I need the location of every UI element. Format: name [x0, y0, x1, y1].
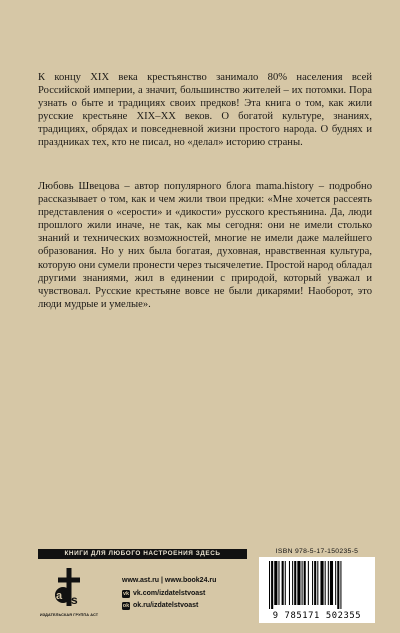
barcode-bar	[325, 561, 326, 605]
publisher-logo	[38, 566, 98, 621]
websites-text[interactable]: www.ast.ru | www.book24.ru	[122, 577, 217, 584]
publisher-links	[122, 575, 216, 613]
vk-link-text[interactable]: vk.com/izdatelstvoast	[133, 589, 206, 597]
vk-icon: vk	[122, 590, 130, 597]
svg-text:s: s	[71, 593, 78, 607]
publisher-caption: ИЗДАТЕЛЬСКАЯ ГРУППА АСТ	[39, 613, 99, 617]
barcode-bar	[308, 561, 309, 605]
ok-link-text[interactable]: ok.ru/izdatelstvoast	[133, 602, 199, 609]
barcode-bar	[285, 561, 286, 605]
ok-link[interactable]	[122, 600, 216, 613]
ast-logo-icon	[52, 566, 86, 610]
vk-link[interactable]	[122, 588, 216, 601]
barcode-bar	[314, 561, 316, 605]
ok-icon: ok	[122, 603, 130, 610]
barcode-bar	[297, 561, 300, 605]
barcode-digits: 9 785171 502355	[272, 611, 362, 621]
barcode-bar	[292, 561, 293, 605]
barcode-bar	[335, 561, 336, 605]
barcode-bar	[282, 561, 284, 605]
tagline-bar: КНИГИ ДЛЯ ЛЮБОГО НАСТРОЕНИЯ ЗДЕСЬ	[38, 549, 247, 559]
barcode-bar	[304, 561, 306, 605]
barcode-bar	[317, 561, 318, 605]
isbn-label: ISBN 978-5-17-150235-5	[275, 548, 359, 555]
barcode-bar	[337, 561, 339, 609]
barcode	[259, 557, 375, 623]
barcode-bar	[302, 561, 303, 605]
barcode-bar	[312, 561, 313, 605]
barcode-bar	[294, 561, 296, 605]
barcode-bars	[267, 561, 367, 609]
barcode-bar	[330, 561, 333, 605]
svg-text:a: a	[56, 590, 63, 602]
description-paragraph-1: К концу XIX века крестьянство занимало 80% населения всей Российской империи, а значит, большинство жителей – их потомки. Пора узнать о быте и традициях своих предков! Эта книга о том, как жили русские крестьяне XIX–XX веков. О богатой культуре, знаниях, традициях, обрядах и повседневной жизни простого народа. О буднях и праздниках тех, кто не писал, но «делал» историю страны.	[38, 72, 372, 149]
websites-row[interactable]	[122, 575, 216, 588]
barcode-bar	[269, 561, 270, 609]
barcode-bar	[271, 561, 273, 609]
barcode-bar	[289, 561, 290, 605]
description-paragraph-2: Любовь Швецова – автор популярного блога mama.history – подробно рассказывает о том, как и чем жили твои предки: «Мне хочется рассеять представления о «серости» и «дикости» русского крестьянина. Да, люди прошлого жили иначе, не так, как мы сегодня: они не имели столько знаний и технических возможностей, многие не имели даже малейшего образования. Но у них была богатая, духовная, нравственная культура, которую они сумели пронести через тысячелетие. Простой народ обладал другими знаниями, жил в единении с природой, который уважал и чувствовал. Русские крестьяне вовсе не были дикарями! Наоборот, это люди мудрые и умелые».	[38, 181, 372, 310]
barcode-bar	[274, 561, 277, 605]
barcode-bar	[340, 561, 341, 609]
barcode-bar	[278, 561, 279, 605]
barcode-bar	[320, 561, 323, 605]
barcode-bar	[328, 561, 329, 605]
